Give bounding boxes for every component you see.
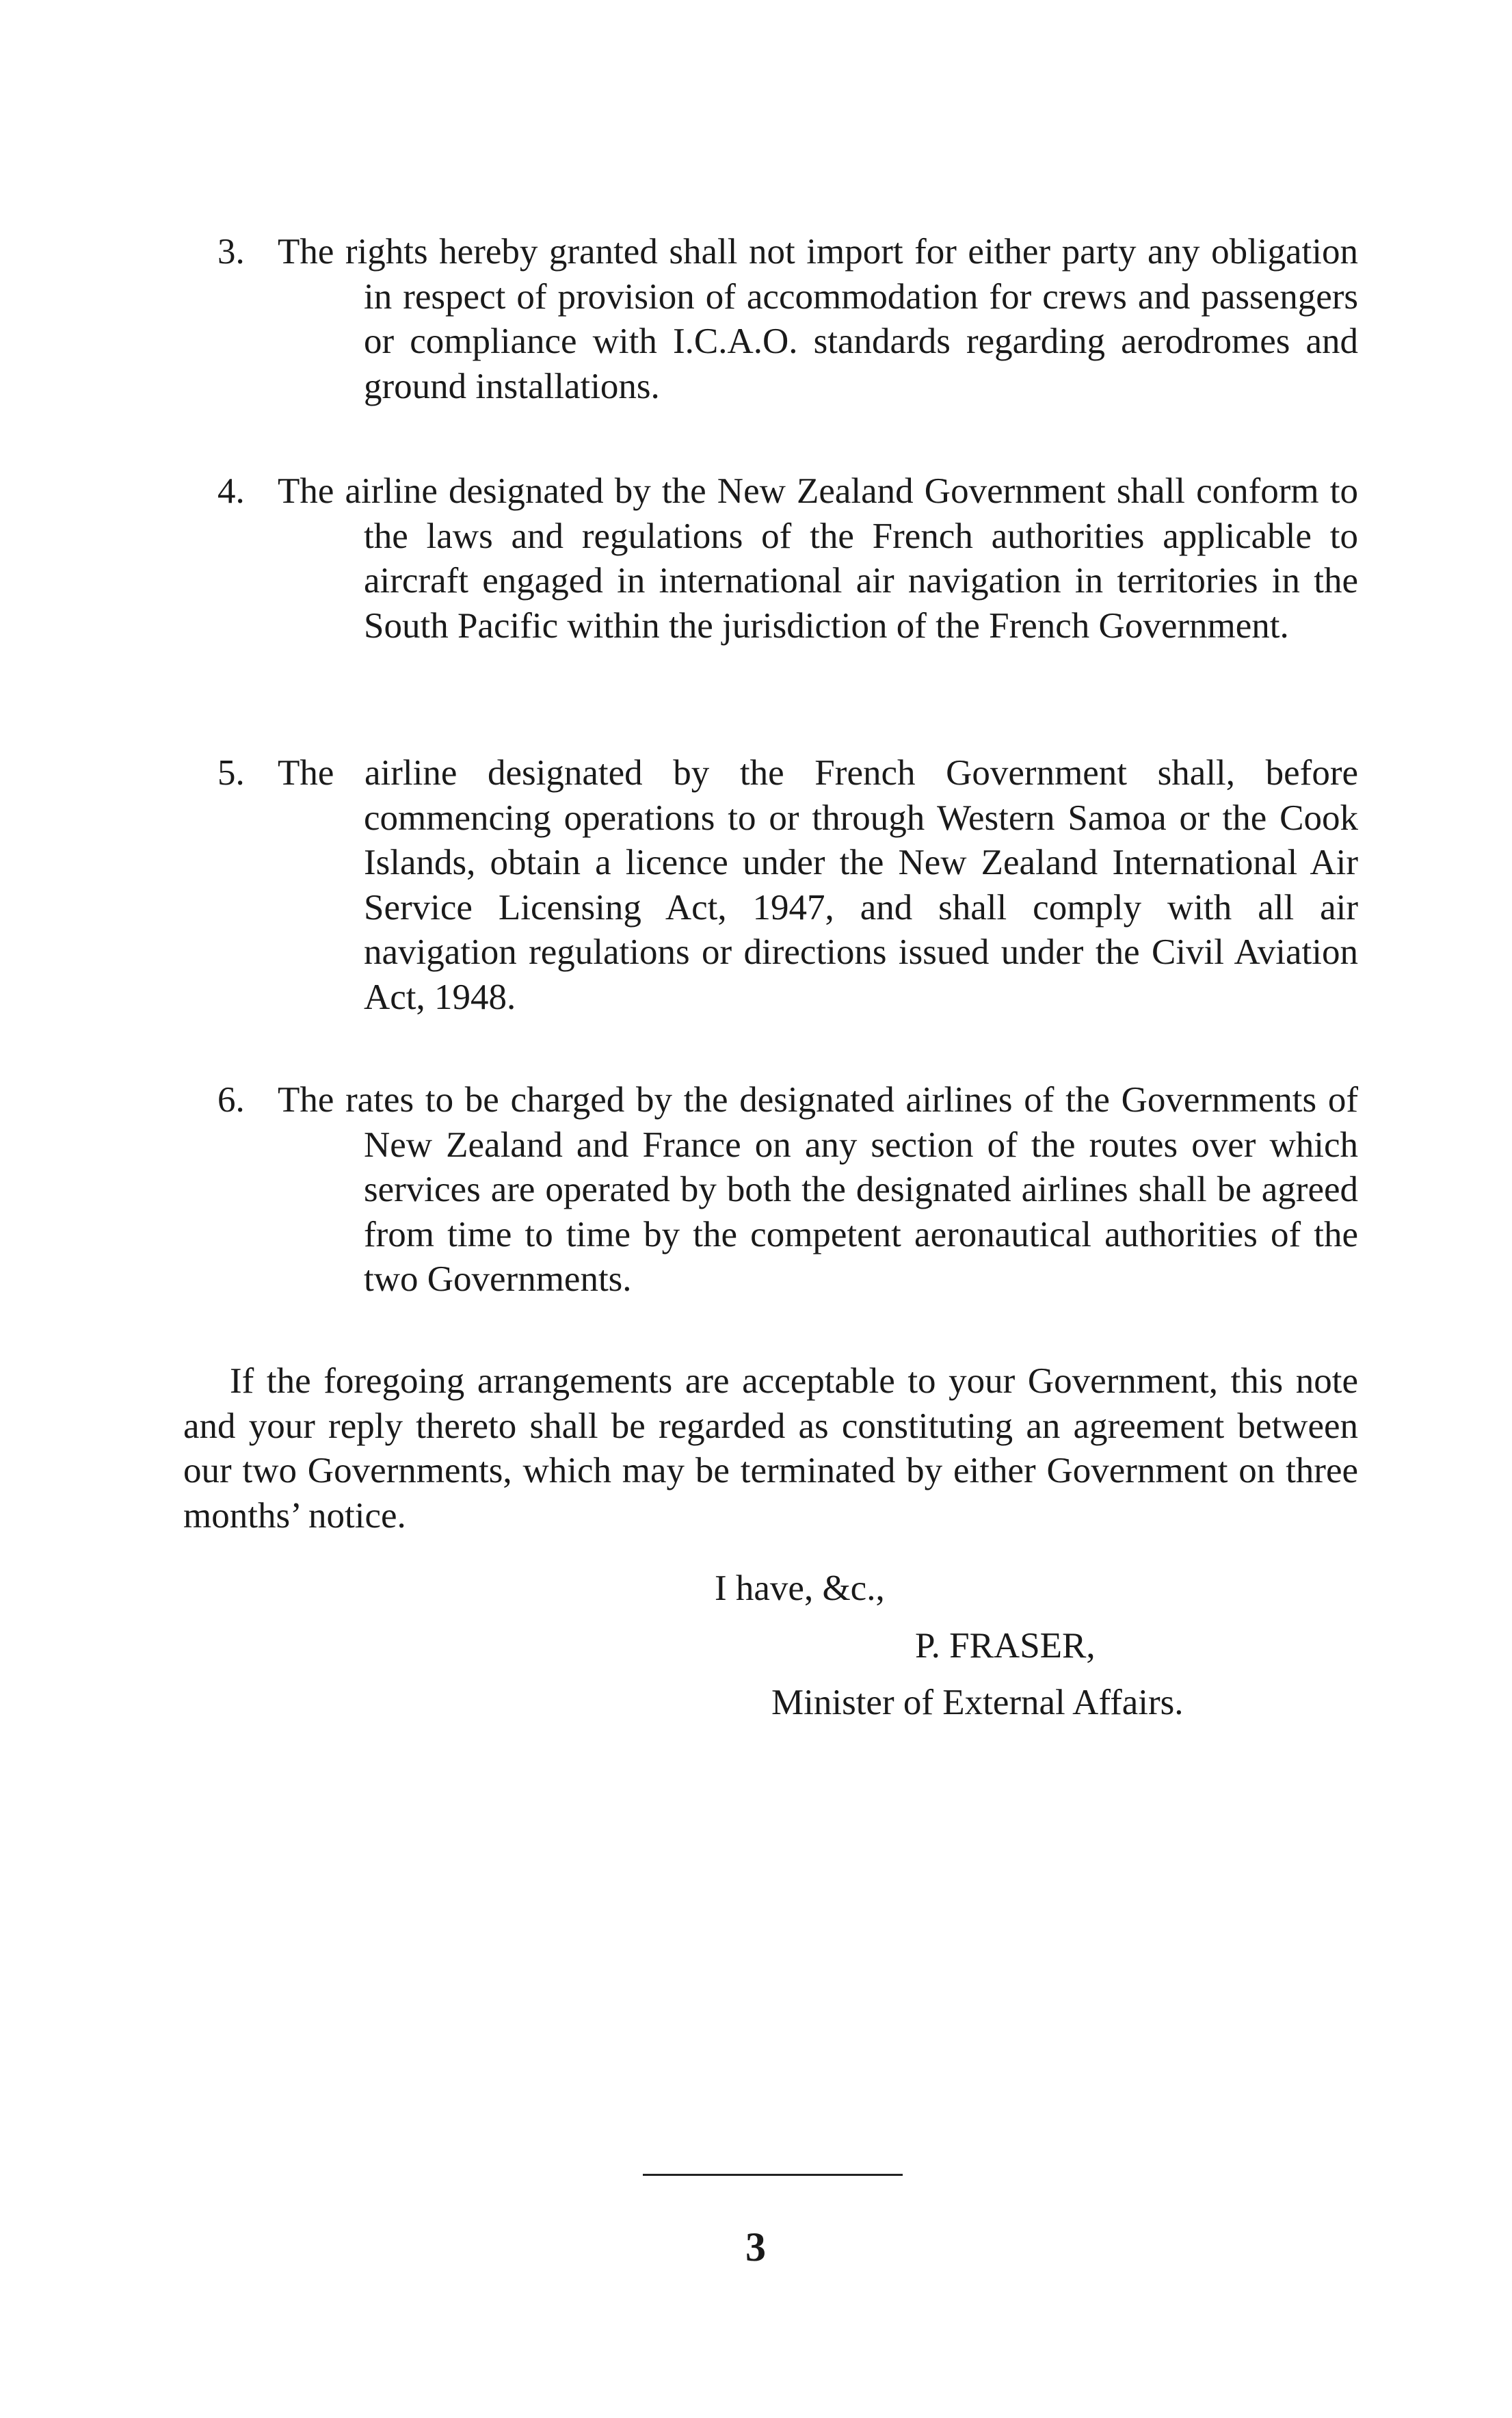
salutation: I have, &c., (715, 1568, 885, 1608)
clause-5 (217, 751, 1358, 1020)
clause-text: The rights hereby granted shall not import for either party any obligation in respect of provision of accommodation for crews and passengers or compliance with I.C.A.O. standards regarding aerodromes and ground installations. (278, 232, 1358, 406)
signatory-title: Minister of External Affairs. (771, 1683, 1184, 1722)
clause-number: 4. (217, 471, 245, 511)
clause-text: The airline designated by the New Zealand Government shall conform to the laws and regulations of the French authorities applicable to aircraft engaged in international air navigation in territories in the South Pacific within the jurisdiction of the French Government. (278, 471, 1358, 646)
clause-number: 6. (217, 1080, 245, 1120)
clause-text: The airline designated by the French Government shall, before commencing operations to or through Western Samoa or the Cook Islands, obtain a licence under the New Zealand International Air Service Licensing Act, 1947, and shall comply with all air navigation regulations or directions issued under the Civil Aviation Act, 1948. (278, 753, 1358, 1017)
clause-text: The rates to be charged by the designated airlines of the Governments of New Zealand and France on any section of the routes over which services are operated by both the designated airlines shall be agreed from time to time by the competent aeronautical authorities of the two Governments. (278, 1080, 1358, 1299)
clause-6 (217, 1078, 1358, 1302)
closing-paragraph: If the foregoing arrangements are acceptable to your Government, this note and your reply thereto shall be regarded as constituting an agreement between our two Governments, which may be terminated by either Government on three months’ notice. (183, 1361, 1358, 1536)
page-number: 3 (745, 2224, 766, 2270)
signatory-name: P. FRASER, (915, 1626, 1096, 1666)
section-divider (643, 2174, 903, 2176)
clause-number: 3. (217, 232, 245, 272)
clause-4 (217, 469, 1358, 648)
clause-number: 5. (217, 753, 245, 793)
clause-3 (217, 230, 1358, 409)
